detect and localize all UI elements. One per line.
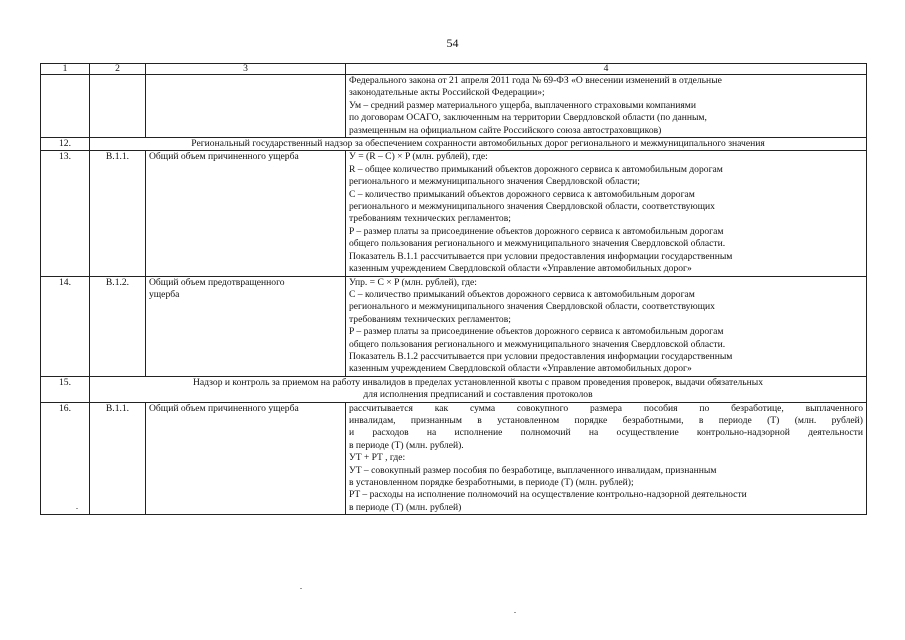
text-line: общего пользования регионального и межмуниципального значения Свердловской области. <box>349 338 726 350</box>
text-line: регионального и межмуниципального значения Свердловской области, соответствующих <box>349 201 715 213</box>
header-col-1: 1 <box>41 64 90 75</box>
text-line: Федерального закона от 21 апреля 2011 года № 69-ФЗ «О внесении изменений в отдельные <box>349 75 722 86</box>
text-line: Упр. = C × P (млн. рублей), где: <box>349 276 477 288</box>
text-line: C – количество примыканий объектов дорожного сервиса к автомобильным дорогам <box>349 288 695 300</box>
scan-speck <box>300 588 302 589</box>
text-line: в периоде (T) (млн. рублей). <box>349 439 464 451</box>
header-col-2: 2 <box>90 64 146 75</box>
text-line: Показатель В.1.2 рассчитывается при условии предоставления информации государственным <box>349 350 733 362</box>
text-line: Показатель В.1.1 рассчитывается при условии предоставления информации государственным <box>349 250 733 262</box>
table-row-16 <box>41 402 867 515</box>
text-line: по договорам ОСАГО, заключенным на территории Свердловской области (по данным, <box>349 112 707 124</box>
row-number: 14. <box>41 276 90 376</box>
header-col-4: 4 <box>346 64 867 75</box>
text-line: регионального и межмуниципального значения Свердловской области; <box>349 176 640 188</box>
text-line: в установленном порядке безработными, в периоде (T) (млн. рублей); <box>349 477 634 488</box>
page-number: 54 <box>446 36 459 50</box>
scan-speck <box>514 612 516 613</box>
text-line: УT + РT , где: <box>349 452 406 464</box>
row-number: 16. <box>41 402 90 515</box>
table-row-continuation <box>41 75 867 138</box>
header-col-3: 3 <box>146 64 346 75</box>
table-row-13 <box>41 151 867 276</box>
text-line: в периоде (T) (млн. рублей) <box>349 501 462 513</box>
indicator-code: В.1.2. <box>90 276 146 376</box>
indicator-name: Общий объем причиненного ущерба <box>146 151 346 276</box>
text-line: ущерба <box>149 288 180 300</box>
text-line: УT – совокупный размер пособия по безработице, выплаченного инвалидам, признанным <box>349 464 717 476</box>
indicators-table <box>40 63 867 515</box>
text-line: для исполнения предписаний и составления протоколов <box>363 389 593 401</box>
text-line: R – общее количество примыканий объектов дорожного сервиса к автомобильным дорогам <box>349 163 723 175</box>
formula-cell <box>346 402 867 515</box>
indicator-code: В.1.1. <box>90 151 146 276</box>
formula-cell <box>346 276 867 376</box>
text-line: требованиям технических регламентов; <box>349 313 511 325</box>
text-line: требованиям технических регламентов; <box>349 213 511 225</box>
text-line: инвалидам, признанным в установленном порядке безработными, в периоде (T) (млн. рублей) <box>349 414 863 426</box>
table-header-row <box>41 64 867 75</box>
text-line: Надзор и контроль за приемом на работу инвалидов в пределах установленной квоты с правом проведения проверок, выдачи обязательных <box>192 376 763 388</box>
section-title <box>90 376 867 402</box>
table-row-14 <box>41 276 867 376</box>
row-number: 13. <box>41 151 90 276</box>
indicator-name <box>146 276 346 376</box>
text-line: Общий объем предотвращенного <box>149 276 285 288</box>
text-line: казенным учреждением Свердловской области «Управление автомобильных дорог» <box>349 363 692 375</box>
formula-cell <box>346 151 867 276</box>
row-number: 12. <box>41 138 90 151</box>
text-line: и расходов на исполнение полномочий на осуществление контрольно-надзорной деятельности <box>349 427 863 439</box>
text-line: регионального и межмуниципального значения Свердловской области, соответствующих <box>349 301 715 313</box>
text-line: законодательные акты Российской Федерации»; <box>349 87 545 99</box>
indicator-code: В.1.1. <box>90 402 146 515</box>
row-number: 15. <box>41 376 90 402</box>
section-title: Региональный государственный надзор за обеспечением сохранности автомобильных дорог регионального и межмуниципального значения <box>90 138 867 151</box>
formula-cell <box>346 75 867 138</box>
scan-speck <box>76 508 78 509</box>
text-line: P – размер платы за присоединение объектов дорожного сервиса к автомобильным дорогам <box>349 326 724 338</box>
text-line: общего пользования регионального и межмуниципального значения Свердловской области. <box>349 238 726 250</box>
table-row-section-15 <box>41 376 867 402</box>
indicator-name: Общий объем причиненного ущерба <box>146 402 346 515</box>
text-line: C – количество примыканий объектов дорожного сервиса к автомобильным дорогам <box>349 188 695 200</box>
table-row-section-12 <box>41 138 867 151</box>
text-line: рассчитывается как сумма совокупного размера пособия по безработице, выплаченного <box>349 402 863 414</box>
text-line: размещенным на официальном сайте Российского союза автостраховщиков) <box>349 124 662 136</box>
text-line: РT – расходы на исполнение полномочий на осуществление контрольно-надзорной деятельности <box>349 489 747 501</box>
text-line: Ум – средний размер материального ущерба, выплаченного страховыми компаниями <box>349 99 696 111</box>
text-line: P – размер платы за присоединение объектов дорожного сервиса к автомобильным дорогам <box>349 225 724 237</box>
text-line: У = (R – C) × P (млн. рублей), где: <box>349 151 488 163</box>
text-line: казенным учреждением Свердловской области «Управление автомобильных дорог» <box>349 263 692 275</box>
